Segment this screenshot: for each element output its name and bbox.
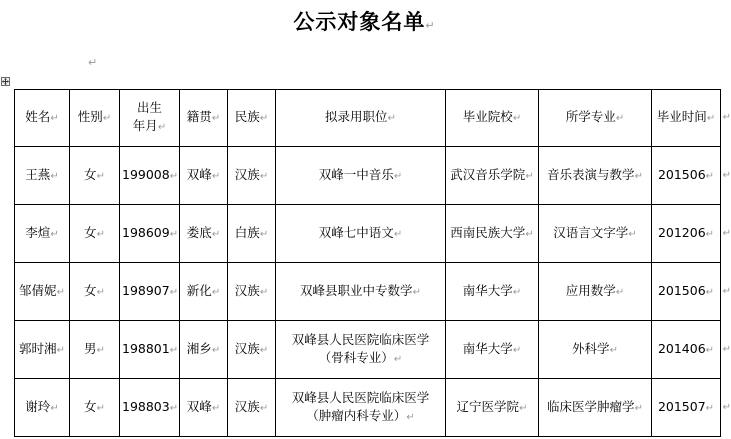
- table-row: [15, 263, 721, 321]
- table-row: [15, 321, 721, 379]
- grad-date-cell: 201406 ↵ ↵: [652, 321, 721, 379]
- header-cell: 毕业院校 ↵: [446, 90, 539, 147]
- ethnicity-cell: 汉族 ↵: [228, 263, 276, 321]
- table-row: [15, 205, 721, 263]
- position-line: （骨科专业） ↵: [278, 349, 443, 369]
- header-cell: 性别 ↵: [70, 90, 120, 147]
- gender-cell: 女 ↵: [70, 147, 120, 205]
- table-row: [15, 379, 721, 437]
- major-cell: 音乐表演与教学 ↵: [539, 147, 652, 205]
- school-cell: 南华大学 ↵: [446, 321, 539, 379]
- table-move-handle-icon[interactable]: [1, 77, 10, 86]
- row-end-mark: ↵: [722, 112, 731, 123]
- position-cell: 双峰一中音乐 ↵: [276, 147, 446, 205]
- paragraph-mark: ↵: [88, 56, 98, 69]
- paragraph-mark: ↵: [425, 19, 436, 32]
- grad-date-cell: 201507 ↵ ↵: [652, 379, 721, 437]
- position-line: 双峰县人民医院临床医学: [291, 389, 430, 405]
- position-line: （肿瘤内科专业） ↵: [278, 407, 443, 427]
- grad-date-cell: 201206 ↵ ↵: [652, 205, 721, 263]
- row-end-mark: ↵: [722, 401, 731, 413]
- table-row: [15, 147, 721, 205]
- name-cell: 郭时湘 ↵: [15, 321, 70, 379]
- header-cell: 出生 年月 ↵: [120, 90, 180, 147]
- grad-date-cell: 201506 ↵ ↵: [652, 147, 721, 205]
- name-cell: 邹倩妮 ↵: [15, 263, 70, 321]
- birth-cell: 198609 ↵: [120, 205, 180, 263]
- header-cell: 拟录用职位 ↵: [276, 90, 446, 147]
- school-cell: 辽宁医学院 ↵: [446, 379, 539, 437]
- gender-cell: 男 ↵: [70, 321, 120, 379]
- header-cell: 毕业时间 ↵ ↵: [652, 90, 721, 147]
- position-line: 双峰县人民医院临床医学: [291, 331, 430, 347]
- major-cell: 汉语言文字学 ↵: [539, 205, 652, 263]
- school-cell: 武汉音乐学院 ↵: [446, 147, 539, 205]
- title-text: 公示对象名单: [293, 10, 426, 34]
- ethnicity-cell: 汉族 ↵: [228, 321, 276, 379]
- birth-cell: 199008 ↵: [120, 147, 180, 205]
- header-row: [15, 90, 721, 147]
- document-title: [0, 6, 729, 36]
- row-end-mark: ↵: [722, 285, 731, 297]
- header-cell: 姓名 ↵: [15, 90, 70, 147]
- ethnicity-cell: 汉族 ↵: [228, 147, 276, 205]
- header-cell: 民族 ↵: [228, 90, 276, 147]
- position-cell: [276, 321, 446, 379]
- position-cell: 双峰县职业中专数学 ↵: [276, 263, 446, 321]
- ethnicity-cell: 汉族 ↵: [228, 379, 276, 437]
- school-cell: 南华大学 ↵: [446, 263, 539, 321]
- school-cell: 西南民族大学 ↵: [446, 205, 539, 263]
- native-place-cell: 新化 ↵: [180, 263, 228, 321]
- gender-cell: 女 ↵: [70, 205, 120, 263]
- ethnicity-cell: 白族 ↵: [228, 205, 276, 263]
- row-end-mark: ↵: [722, 343, 731, 355]
- name-cell: 谢玲 ↵: [15, 379, 70, 437]
- name-cell: 王燕 ↵: [15, 147, 70, 205]
- row-end-mark: ↵: [722, 169, 731, 181]
- row-end-mark: ↵: [722, 227, 731, 239]
- position-cell: [276, 379, 446, 437]
- native-place-cell: 双峰 ↵: [180, 379, 228, 437]
- candidate-table: [14, 89, 731, 437]
- position-cell: 双峰七中语文 ↵: [276, 205, 446, 263]
- major-cell: 应用数学 ↵: [539, 263, 652, 321]
- header-cell: 所学专业 ↵: [539, 90, 652, 147]
- native-place-cell: 双峰 ↵: [180, 147, 228, 205]
- major-cell: 外科学 ↵: [539, 321, 652, 379]
- birth-cell: 198907 ↵: [120, 263, 180, 321]
- native-place-cell: 湘乡 ↵: [180, 321, 228, 379]
- grad-date-cell: 201506 ↵ ↵: [652, 263, 721, 321]
- birth-cell: 198801 ↵: [120, 321, 180, 379]
- major-cell: 临床医学肿瘤学 ↵: [539, 379, 652, 437]
- name-cell: 李煊 ↵: [15, 205, 70, 263]
- native-place-cell: 娄底 ↵: [180, 205, 228, 263]
- birth-cell: 198803 ↵: [120, 379, 180, 437]
- header-cell: 籍贯 ↵: [180, 90, 228, 147]
- gender-cell: 女 ↵: [70, 263, 120, 321]
- gender-cell: 女 ↵: [70, 379, 120, 437]
